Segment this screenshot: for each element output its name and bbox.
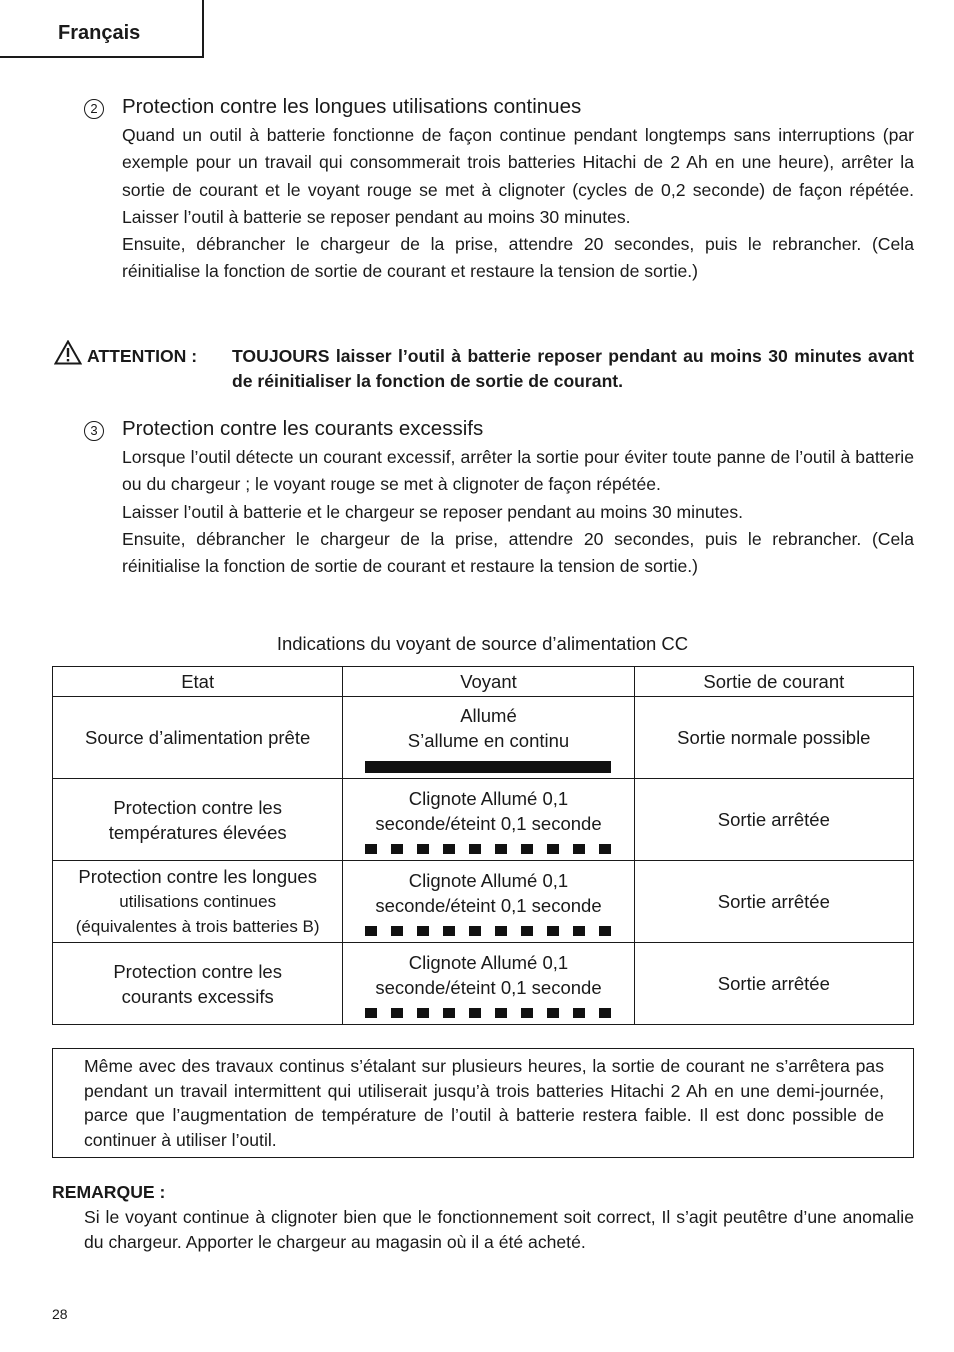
table-row — [53, 697, 914, 779]
output-cell: Sortie arrêtée — [634, 861, 913, 943]
indicator-text: Clignote Allumé 0,1 — [408, 787, 569, 809]
warning-label: ATTENTION : — [87, 346, 198, 366]
table-row — [53, 861, 914, 943]
table-header-row — [53, 667, 914, 697]
table-row — [53, 943, 914, 1025]
section-3-paragraph: Laisser l’outil à batterie et le chargeur se reposer pendant au moins 30 minutes. — [122, 501, 744, 522]
language-tab — [0, 0, 204, 58]
section-2-number: 2 — [84, 99, 104, 119]
language-label: Français — [58, 22, 141, 44]
state-cell — [53, 943, 343, 1025]
note-label: REMARQUE : — [52, 1182, 166, 1202]
state-text: (équivalentes à trois batteries B) — [75, 917, 320, 936]
warning-triangle-icon — [54, 340, 82, 365]
state-text: utilisations continues — [119, 892, 277, 911]
indicator-text: seconde/éteint 0,1 seconde — [375, 894, 602, 916]
section-2-paragraph: Ensuite, débrancher le chargeur de la prise, attendre 20 secondes, puis le rebrancher. (Cela réinitialise la fonction de sortie de courant et restaure la tension de sortie.) — [122, 234, 914, 282]
section-2-body — [122, 122, 914, 286]
blinking-light-bar — [365, 926, 611, 936]
state-text: Protection contre les — [113, 960, 282, 982]
state-cell — [53, 697, 343, 779]
blinking-light-bar — [365, 1008, 611, 1018]
indicator-cell — [343, 779, 634, 861]
indicator-text: seconde/éteint 0,1 seconde — [375, 976, 602, 998]
state-cell — [53, 861, 343, 943]
page-number: 28 — [52, 1306, 68, 1322]
output-cell: Sortie normale possible — [634, 697, 913, 779]
state-text: Source d’alimentation prête — [85, 727, 311, 748]
header-indicator: Voyant — [343, 667, 634, 697]
note-text: Si le voyant continue à clignoter bien que le fonctionnement soit correct, Il s’agit peutêtre d’une anomalie du chargeur. Apporter le chargeur au magasin où il a été acheté. — [84, 1207, 914, 1252]
state-text: températures élevées — [108, 821, 287, 843]
info-box-text: Même avec des travaux continus s’étalant sur plusieurs heures, la sortie de courant ne s’arrêtera pas pendant un travail intermittent qui utiliserait jusqu’à trois batteries Hitachi 2 Ah en une demi-journée, parce que l’augmentation de température de l’outil à batterie restera faible. Il est donc possible de continuer à utiliser l’outil. — [84, 1056, 884, 1150]
table-caption: Indications du voyant de source d’alimentation CC — [276, 633, 689, 654]
blinking-light-bar — [365, 844, 611, 854]
section-3-paragraph: Lorsque l’outil détecte un courant excessif, arrêter la sortie pour éviter toute panne de l’outil à batterie ou du chargeur ; le voyant rouge se met à clignoter de façon répétée. — [122, 447, 914, 495]
info-box — [52, 1048, 914, 1158]
section-3-number: 3 — [84, 421, 104, 441]
indicator-text: Allumé — [460, 704, 517, 726]
indicator-text: Clignote Allumé 0,1 — [408, 951, 569, 973]
solid-light-bar — [365, 761, 611, 773]
header-output: Sortie de courant — [634, 667, 913, 697]
section-2-title: Protection contre les longues utilisations continues — [122, 95, 582, 118]
section-3-paragraph: Ensuite, débrancher le chargeur de la prise, attendre 20 secondes, puis le rebrancher. (Cela réinitialise la fonction de sortie de courant et restaure la tension de sortie.) — [122, 528, 914, 577]
state-text: Protection contre les — [113, 796, 282, 818]
state-text: Protection contre les longues — [78, 866, 317, 887]
indicator-cell — [343, 861, 634, 943]
output-cell: Sortie arrêtée — [634, 943, 913, 1025]
indicator-cell — [343, 943, 634, 1025]
table-row — [53, 779, 914, 861]
section-3-title: Protection contre les courants excessifs — [122, 417, 484, 440]
state-cell — [53, 779, 343, 861]
indicator-text: S’allume en continu — [407, 729, 570, 751]
section-3-body — [122, 444, 914, 580]
header-state: Etat — [53, 667, 343, 697]
output-cell: Sortie arrêtée — [634, 779, 913, 861]
indicator-cell — [343, 697, 634, 779]
indicator-text: seconde/éteint 0,1 seconde — [375, 812, 602, 834]
section-2-paragraph: Quand un outil à batterie fonctionne de façon continue pendant longtemps sans interruptions (par exemple pour un travail qui consommerait trois batteries Hitachi de 2 Ah en une heure), arrêter la sortie de courant et le voyant rouge se met à clignoter (cycles de 0,2 seconde) de façon répétée. Laisser l’outil à batterie se reposer pendant au moins 30 minutes. — [122, 125, 914, 227]
warning-text: TOUJOURS laisser l’outil à batterie reposer pendant au moins 30 minutes avant de réinitialiser la fonction de sortie de courant. — [232, 346, 914, 391]
state-text: courants excessifs — [121, 985, 274, 1007]
status-table — [52, 666, 914, 1025]
indicator-text: Clignote Allumé 0,1 — [408, 869, 569, 891]
